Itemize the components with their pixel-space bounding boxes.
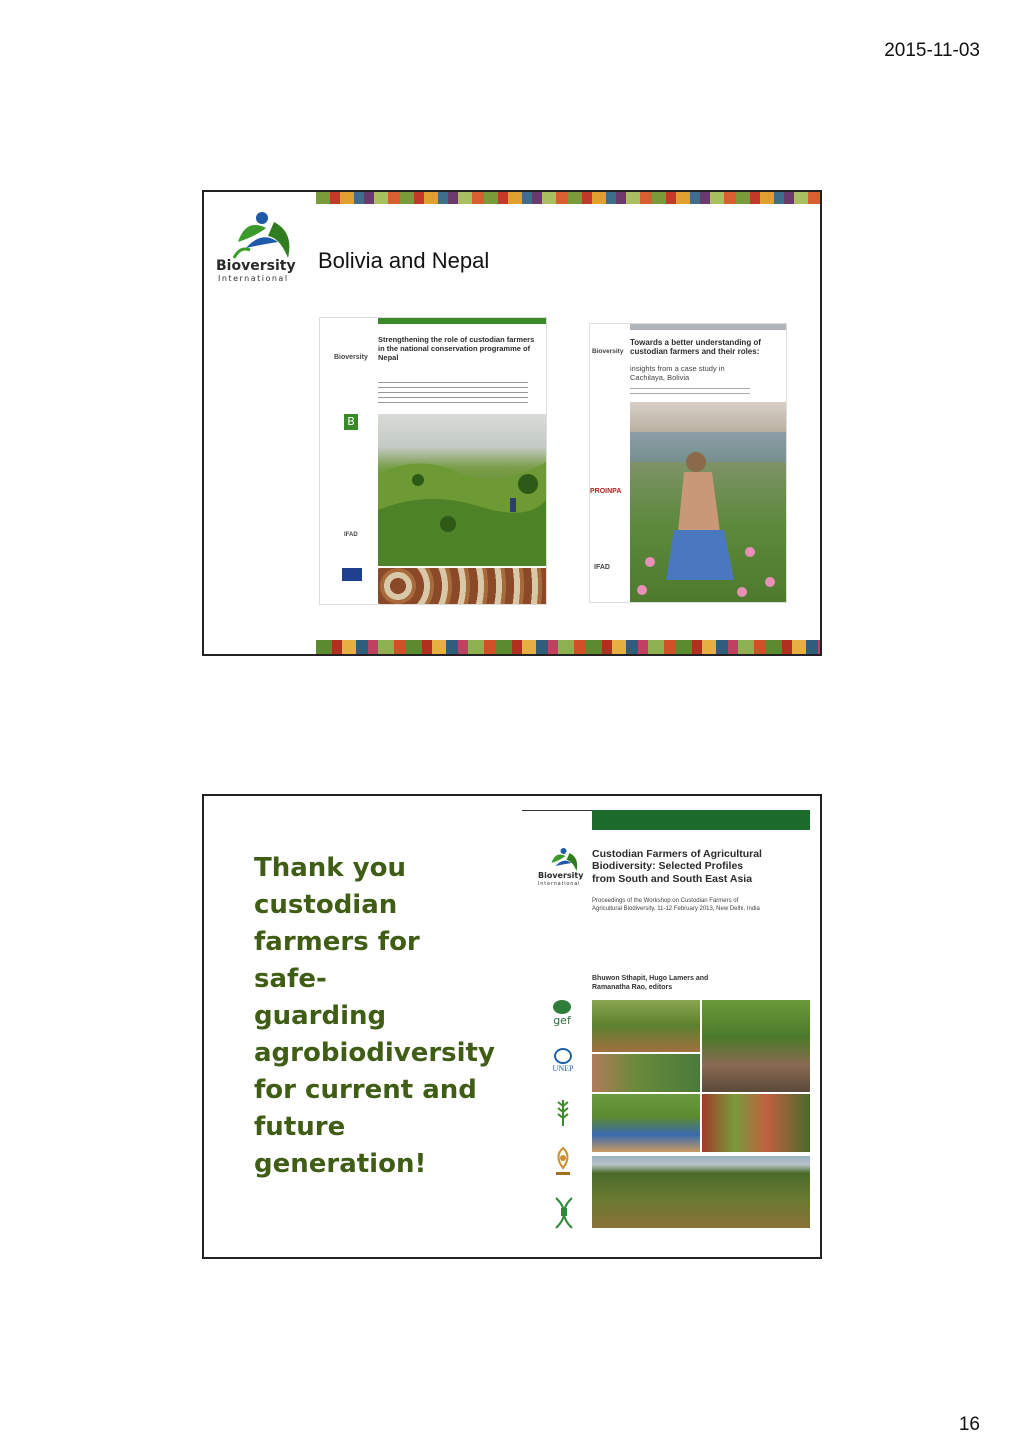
side-logo-ifad: IFAD <box>594 564 610 571</box>
unep-logo <box>548 1048 578 1080</box>
thanks-line: for current and <box>254 1075 477 1105</box>
thank-you-message <box>254 850 494 1183</box>
side-logo-b-icon: B <box>344 414 358 430</box>
cover-editors: Bhuwon Sthapit, Hugo Lamers and Ramanatha Rao, editors <box>592 975 709 992</box>
photo-farmer-blue-shirt <box>592 1094 700 1152</box>
photo-landscape-trees <box>592 1156 810 1228</box>
cover-title-bold: Towards a better understanding of custodian farmers and their roles: <box>630 338 761 357</box>
side-logo-proinpa: PROINPA <box>590 488 622 495</box>
globe-icon <box>553 1000 571 1014</box>
eu-flag-icon <box>342 568 362 581</box>
bioversity-figure-icon <box>216 208 306 260</box>
cover-green-bar <box>378 318 546 324</box>
thanks-line: farmers for safe- <box>254 927 420 994</box>
cover-photo-hills <box>378 414 546 566</box>
slide-title: Bolivia and Nepal <box>318 248 490 273</box>
cover-logo <box>538 846 588 886</box>
photo-orchard <box>592 1000 700 1052</box>
decorative-top-strip <box>316 192 822 204</box>
cover-title: Custodian Farmers of Agricultural Biodiversity: Selected Profiles from South and South East Asia <box>592 848 762 885</box>
side-logo-ifad: IFAD <box>344 532 358 538</box>
cover-info-lines <box>378 382 528 404</box>
wheat-emblem-icon <box>554 1098 572 1128</box>
photo-farmer-mango <box>702 1000 810 1092</box>
decorative-bottom-strip <box>316 640 822 656</box>
cover-bolivia-report <box>590 324 786 602</box>
thanks-line: custodian <box>254 890 398 920</box>
photo-farmers-field <box>592 1054 700 1092</box>
cover-green-band <box>592 810 810 830</box>
cover-logo-name: Bioversity <box>592 348 624 355</box>
cover-photo-grains <box>378 568 546 604</box>
cover-logo-name: Bioversity <box>334 354 368 361</box>
hills-illustration <box>378 414 546 566</box>
cover-logo-name: Bioversity <box>538 871 584 880</box>
logo-brand-name: Bioversity <box>216 258 296 274</box>
cover-nepal-report <box>320 318 546 604</box>
cover-author-lines <box>630 388 750 398</box>
photo-market-vendors <box>702 1094 810 1152</box>
cover-subtitle: Proceedings of the Workshop on Custodian Farmers of Agricultural Biodiversity, 11-12 February 2013, New Delhi, India <box>592 898 760 912</box>
bioversity-logo <box>216 208 306 282</box>
cover-title: Strengthening the role of custodian farmers in the national conservation programme of Nepal <box>378 335 535 362</box>
page-number: 16 <box>958 1414 980 1435</box>
cover-thin-line <box>522 810 592 811</box>
seal-emblem-icon <box>552 1146 574 1180</box>
cover-title-light: insights from a case study in Cachilaya, Bolivia <box>630 364 725 382</box>
thanks-line: guarding <box>254 1001 387 1031</box>
farmer-illustration <box>630 402 786 602</box>
cover-custodian-farmers-book <box>522 808 810 1230</box>
gef-logo <box>548 1000 576 1030</box>
slide-thank-you <box>202 794 822 1259</box>
bioversity-figure-icon <box>538 846 588 872</box>
thanks-line: generation! <box>254 1149 427 1179</box>
logo-brand-sub: International <box>218 274 289 283</box>
dna-emblem-icon <box>552 1196 576 1230</box>
thanks-line: Thank you <box>254 853 406 883</box>
thanks-line: agrobiodiversity <box>254 1038 495 1068</box>
slide-bolivia-nepal <box>202 190 822 656</box>
un-emblem-icon <box>554 1048 572 1064</box>
page-date: 2015-11-03 <box>884 40 980 61</box>
cover-photo-farmer <box>630 402 786 602</box>
cover-grey-bar <box>630 324 786 330</box>
unep-label: UNEP <box>552 1064 574 1073</box>
thanks-line: future <box>254 1112 346 1142</box>
gef-label: gef <box>553 1014 571 1027</box>
cover-logo-sub: International <box>538 881 581 887</box>
